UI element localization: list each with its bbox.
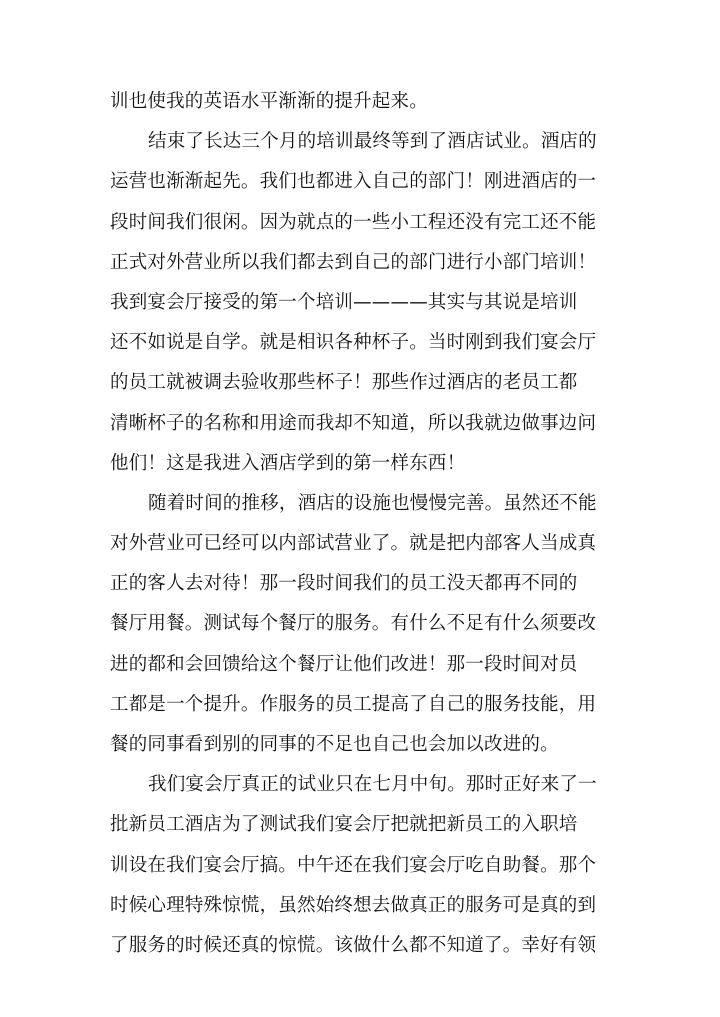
- text-line: 段时间我们很闲。因为就点的一些小工程还没有完工还不能: [110, 211, 597, 233]
- paragraph: [110, 82, 610, 122]
- document-body: [110, 82, 610, 966]
- text-line: 正的客人去对待！那一段时间我们的员工没天都再不同的: [110, 573, 578, 595]
- text-line: 餐厅用餐。测试每个餐厅的服务。有什么不足有什么须要改: [110, 613, 597, 635]
- text-line: 时候心理特殊惊慌，虽然始终想去做真正的服务可是真的到: [110, 894, 597, 916]
- text-line: 了服务的时候还真的惊慌。该做什么都不知道了。幸好有领: [110, 934, 597, 956]
- text-line: 我到宴会厅接受的第一个培训————其实与其说是培训: [110, 291, 578, 313]
- text-line: 我们宴会厅真正的试业只在七月中旬。那时正好来了一: [148, 774, 597, 796]
- text-line: 训也使我的英语水平渐渐的提升起来。: [110, 91, 428, 112]
- text-line: 的员工就被调去验收那些杯子！那些作过酒店的老员工都: [110, 372, 578, 394]
- text-line: 正式对外营业所以我们都去到自己的部门进行小部门培训！: [110, 251, 597, 273]
- text-line: 餐的同事看到别的同事的不足也自己也会加以改进的。: [110, 734, 559, 755]
- text-line: 结束了长达三个月的培训最终等到了酒店试业。酒店的: [148, 131, 597, 153]
- text-line: 他们！这是我进入酒店学到的第一样东西！: [110, 452, 466, 474]
- text-line: 工都是一个提升。作服务的员工提高了自己的服务技能，用: [110, 693, 597, 715]
- text-line: 训设在我们宴会厅搞。中午还在我们宴会厅吃自助餐。那个: [110, 854, 597, 876]
- text-line: 进的都和会回馈给这个餐厅让他们改进！那一段时间对员: [110, 653, 578, 675]
- text-line: 批新员工酒店为了测试我们宴会厅把就把新员工的入职培: [110, 814, 578, 836]
- text-line: 随着时间的推移，酒店的设施也慢慢完善。虽然还不能: [148, 492, 597, 514]
- text-line: 对外营业可已经可以内部试营业了。就是把内部客人当成真: [110, 533, 597, 555]
- text-line: 运营也渐渐起先。我们也都进入自己的部门！刚进酒店的一: [110, 171, 597, 193]
- text-line: 清晰杯子的名称和用途而我却不知道，所以我就边做事边问: [110, 412, 597, 434]
- paragraph: [110, 122, 610, 484]
- text-line: 还不如说是自学。就是相识各种杯子。当时刚到我们宴会厅: [110, 332, 597, 354]
- paragraph: [110, 484, 610, 765]
- paragraph: [110, 765, 610, 966]
